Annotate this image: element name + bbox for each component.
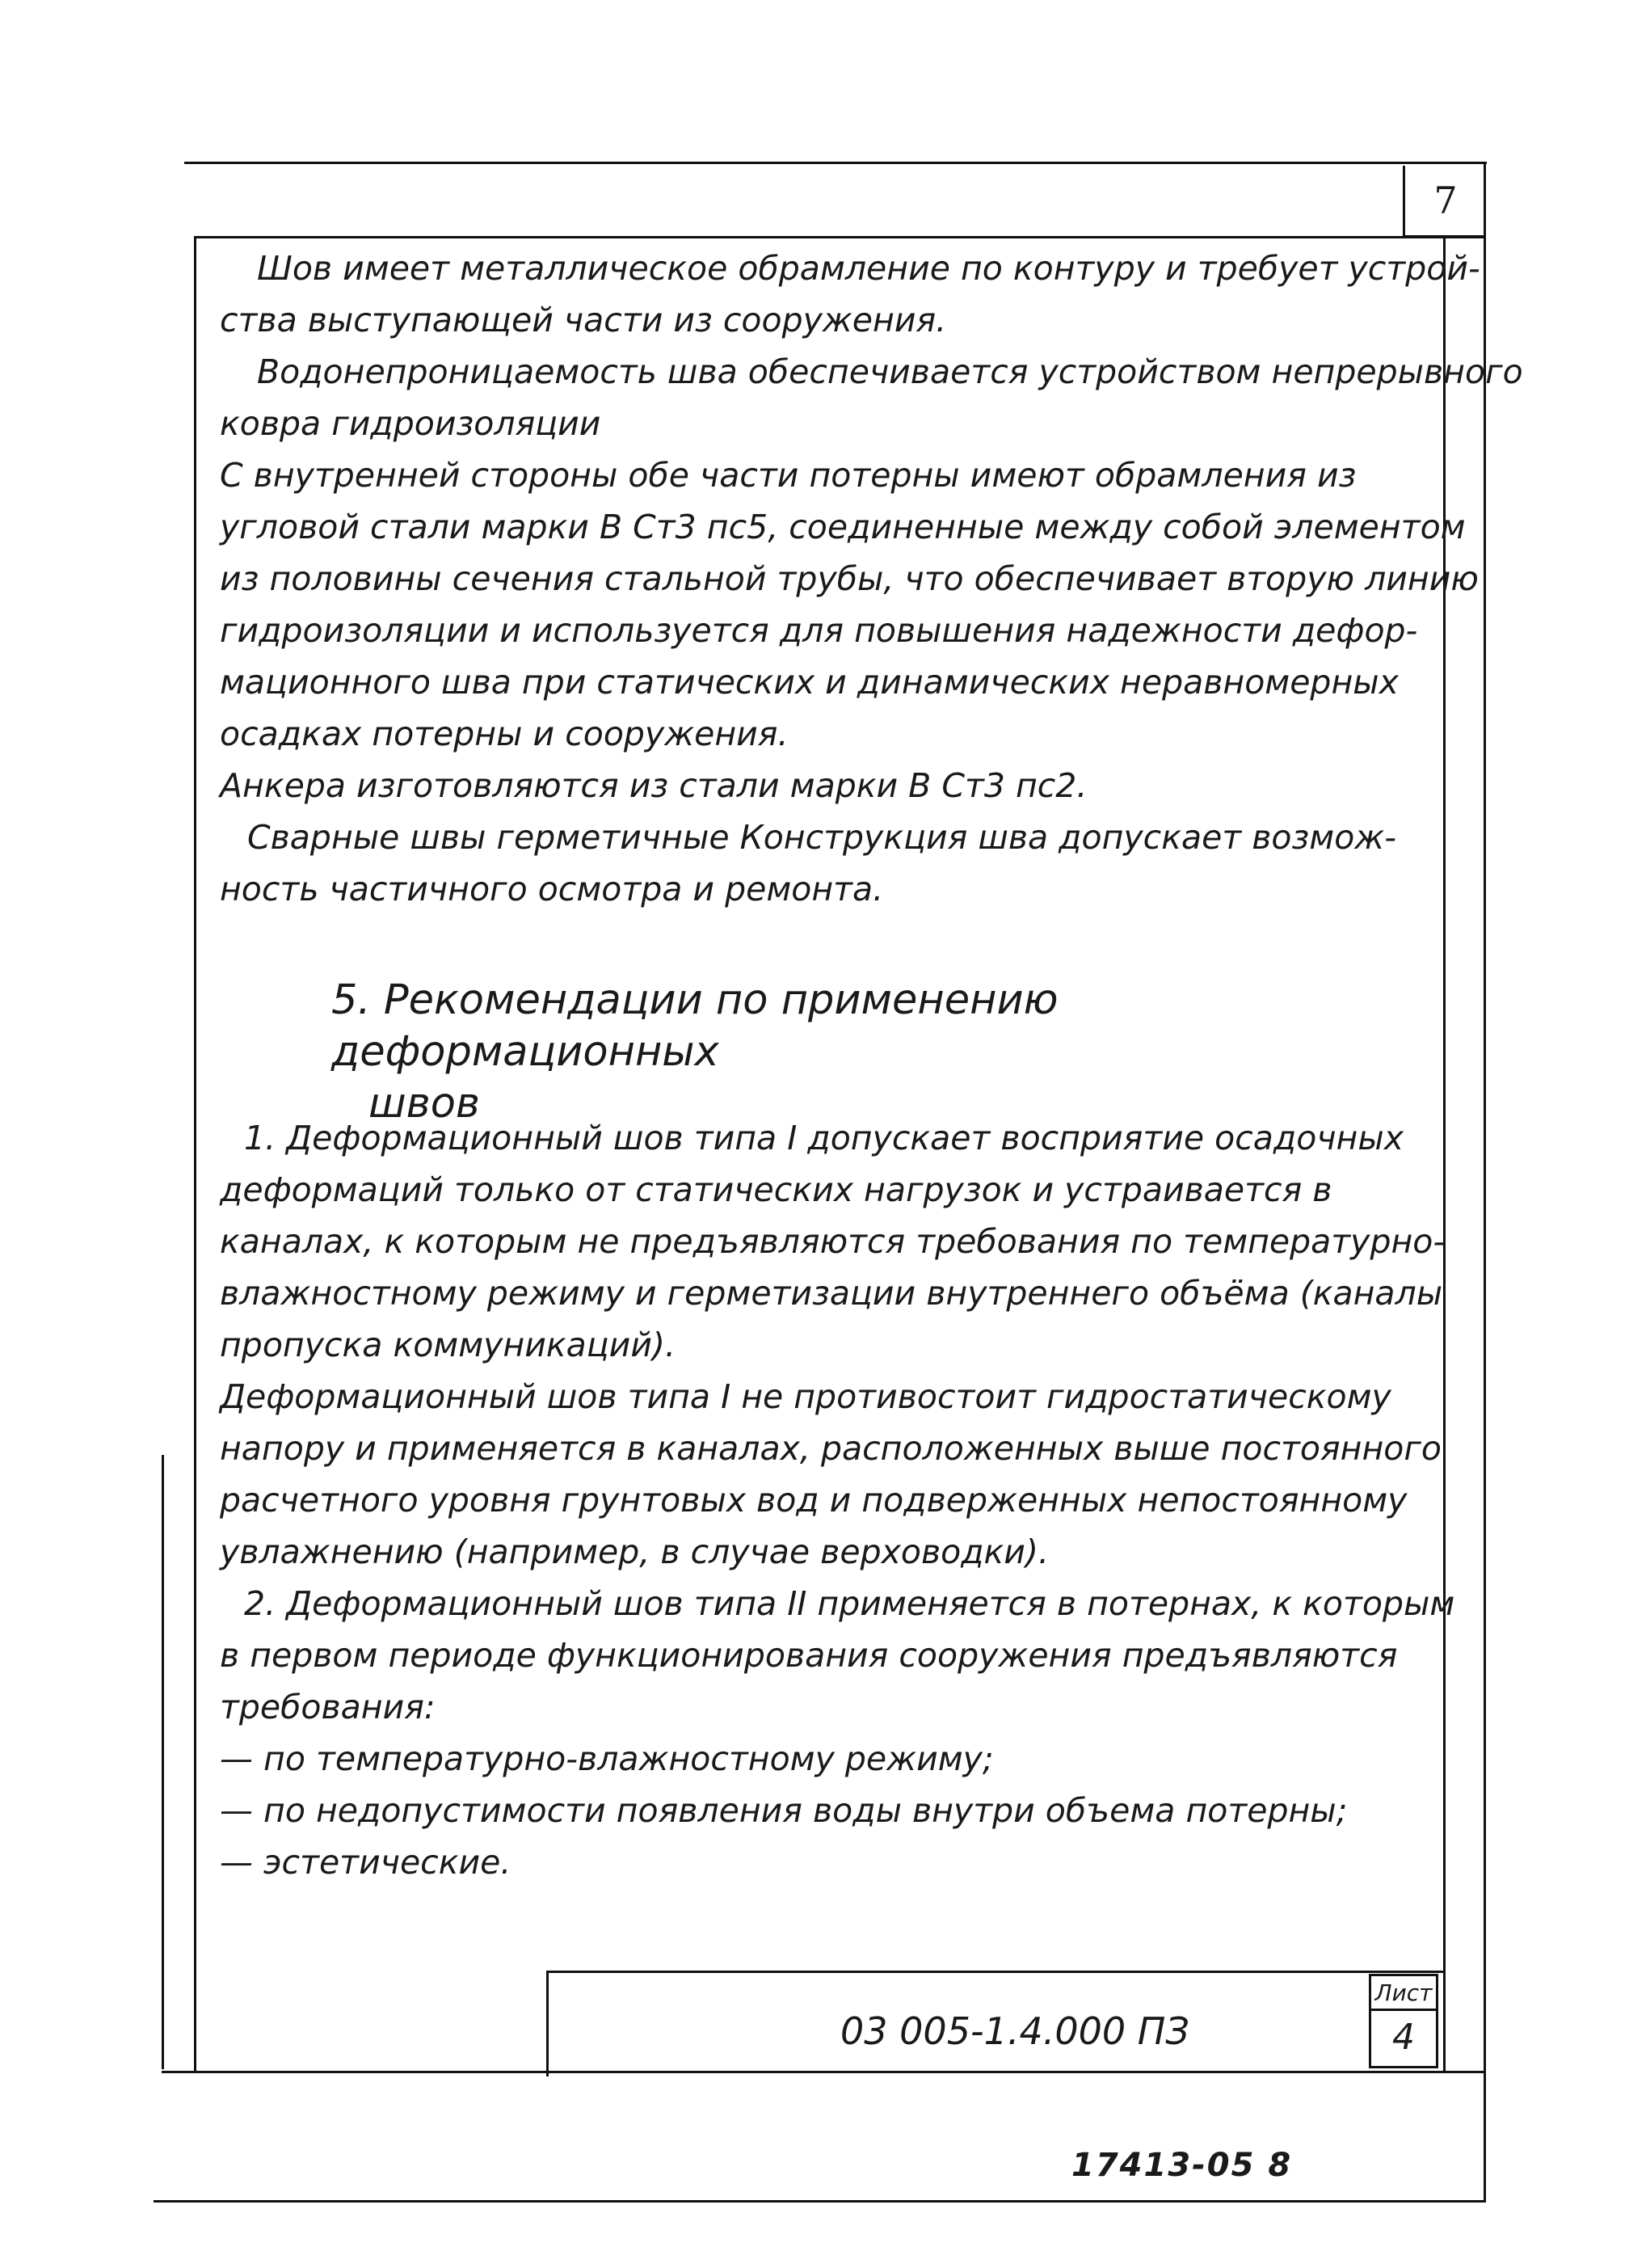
text-line: деформаций только от статических нагрузок и устраивается в	[220, 1170, 1332, 1209]
text-line: пропуска коммуникаций).	[220, 1326, 676, 1364]
text-line: осадках потерны и сооружения.	[220, 715, 789, 753]
text-line: Шов имеет металлическое обрамление по контуру и требует устрой-	[257, 249, 1480, 288]
text-line: мационного шва при статических и динамических неравномерных	[220, 663, 1399, 702]
text-line: напору и применяется в каналах, расположенных выше постоянного	[220, 1429, 1442, 1468]
text-line: требования:	[220, 1688, 436, 1726]
bottom-outer-border	[154, 2200, 1486, 2203]
text-line: 2. Деформационный шов типа II применяется в потернах, к которым	[244, 1584, 1455, 1623]
text-line: — эстетические.	[220, 1843, 511, 1882]
text-line: 1. Деформационный шов типа I допускает восприятие осадочных	[244, 1119, 1404, 1157]
right-outer-border	[1484, 162, 1486, 2202]
sheet-number: 4	[1369, 2008, 1438, 2068]
text-line: Анкера изготовляются из стали марки В Ст3 пс2.	[220, 766, 1088, 805]
sheet-label: Лист	[1369, 1974, 1438, 2011]
text-line: — по недопустимости появления воды внутри объема потерны;	[220, 1791, 1348, 1830]
upper-text	[220, 242, 1523, 915]
left-binding-line	[162, 1455, 164, 2069]
text-line: С внутренней стороны обе части потерны имеют обрамления из	[220, 456, 1357, 495]
heading-line: 5. Рекомендации по применению деформационных	[331, 976, 1059, 1076]
inner-frame-top	[194, 236, 1484, 238]
text-line: каналах, к которым не предъявляются требования по температурно-	[220, 1222, 1446, 1261]
section-text	[220, 1112, 1455, 1888]
text-line: — по температурно-влажностному режиму;	[220, 1739, 994, 1778]
text-line: гидроизоляции и используется для повышения надежности дефор-	[220, 611, 1418, 650]
text-line: угловой стали марки В Ст3 пс5, соединенные между собой элементом	[220, 508, 1466, 546]
inner-frame-left	[194, 236, 196, 2072]
text-line: из половины сечения стальной трубы, что обеспечивает вторую линию	[220, 559, 1479, 598]
text-line: ность частичного осмотра и ремонта.	[220, 870, 884, 908]
page-number: 7	[1403, 166, 1486, 238]
text-line: увлажнению (например, в случае верховодки).	[220, 1532, 1049, 1571]
text-line: Деформационный шов типа I не противостоит гидростатическому	[220, 1377, 1391, 1416]
top-rule	[184, 162, 1487, 164]
text-line: Водонепроницаемость шва обеспечивается устройством непрерывного	[257, 352, 1523, 391]
footer-archive-code: 17413-05 8	[1071, 2147, 1293, 2184]
text-line: ковра гидроизоляции	[220, 404, 601, 443]
text-line: расчетного уровня грунтовых вод и подверженных непостоянному	[220, 1481, 1408, 1520]
text-line: Сварные швы герметичные Конструкция шва допускает возмож-	[247, 818, 1397, 857]
section-heading	[331, 975, 1382, 1130]
text-line: ства выступающей части из сооружения.	[220, 301, 947, 339]
heading-line: швов	[368, 1080, 480, 1128]
text-line: влажностному режиму и герметизации внутреннего объёма (каналы	[220, 1274, 1443, 1313]
text-line: в первом периоде функционирования сооружения предъявляются	[220, 1636, 1398, 1675]
document-code: 03 005-1.4.000 ПЗ	[840, 2009, 1189, 2053]
